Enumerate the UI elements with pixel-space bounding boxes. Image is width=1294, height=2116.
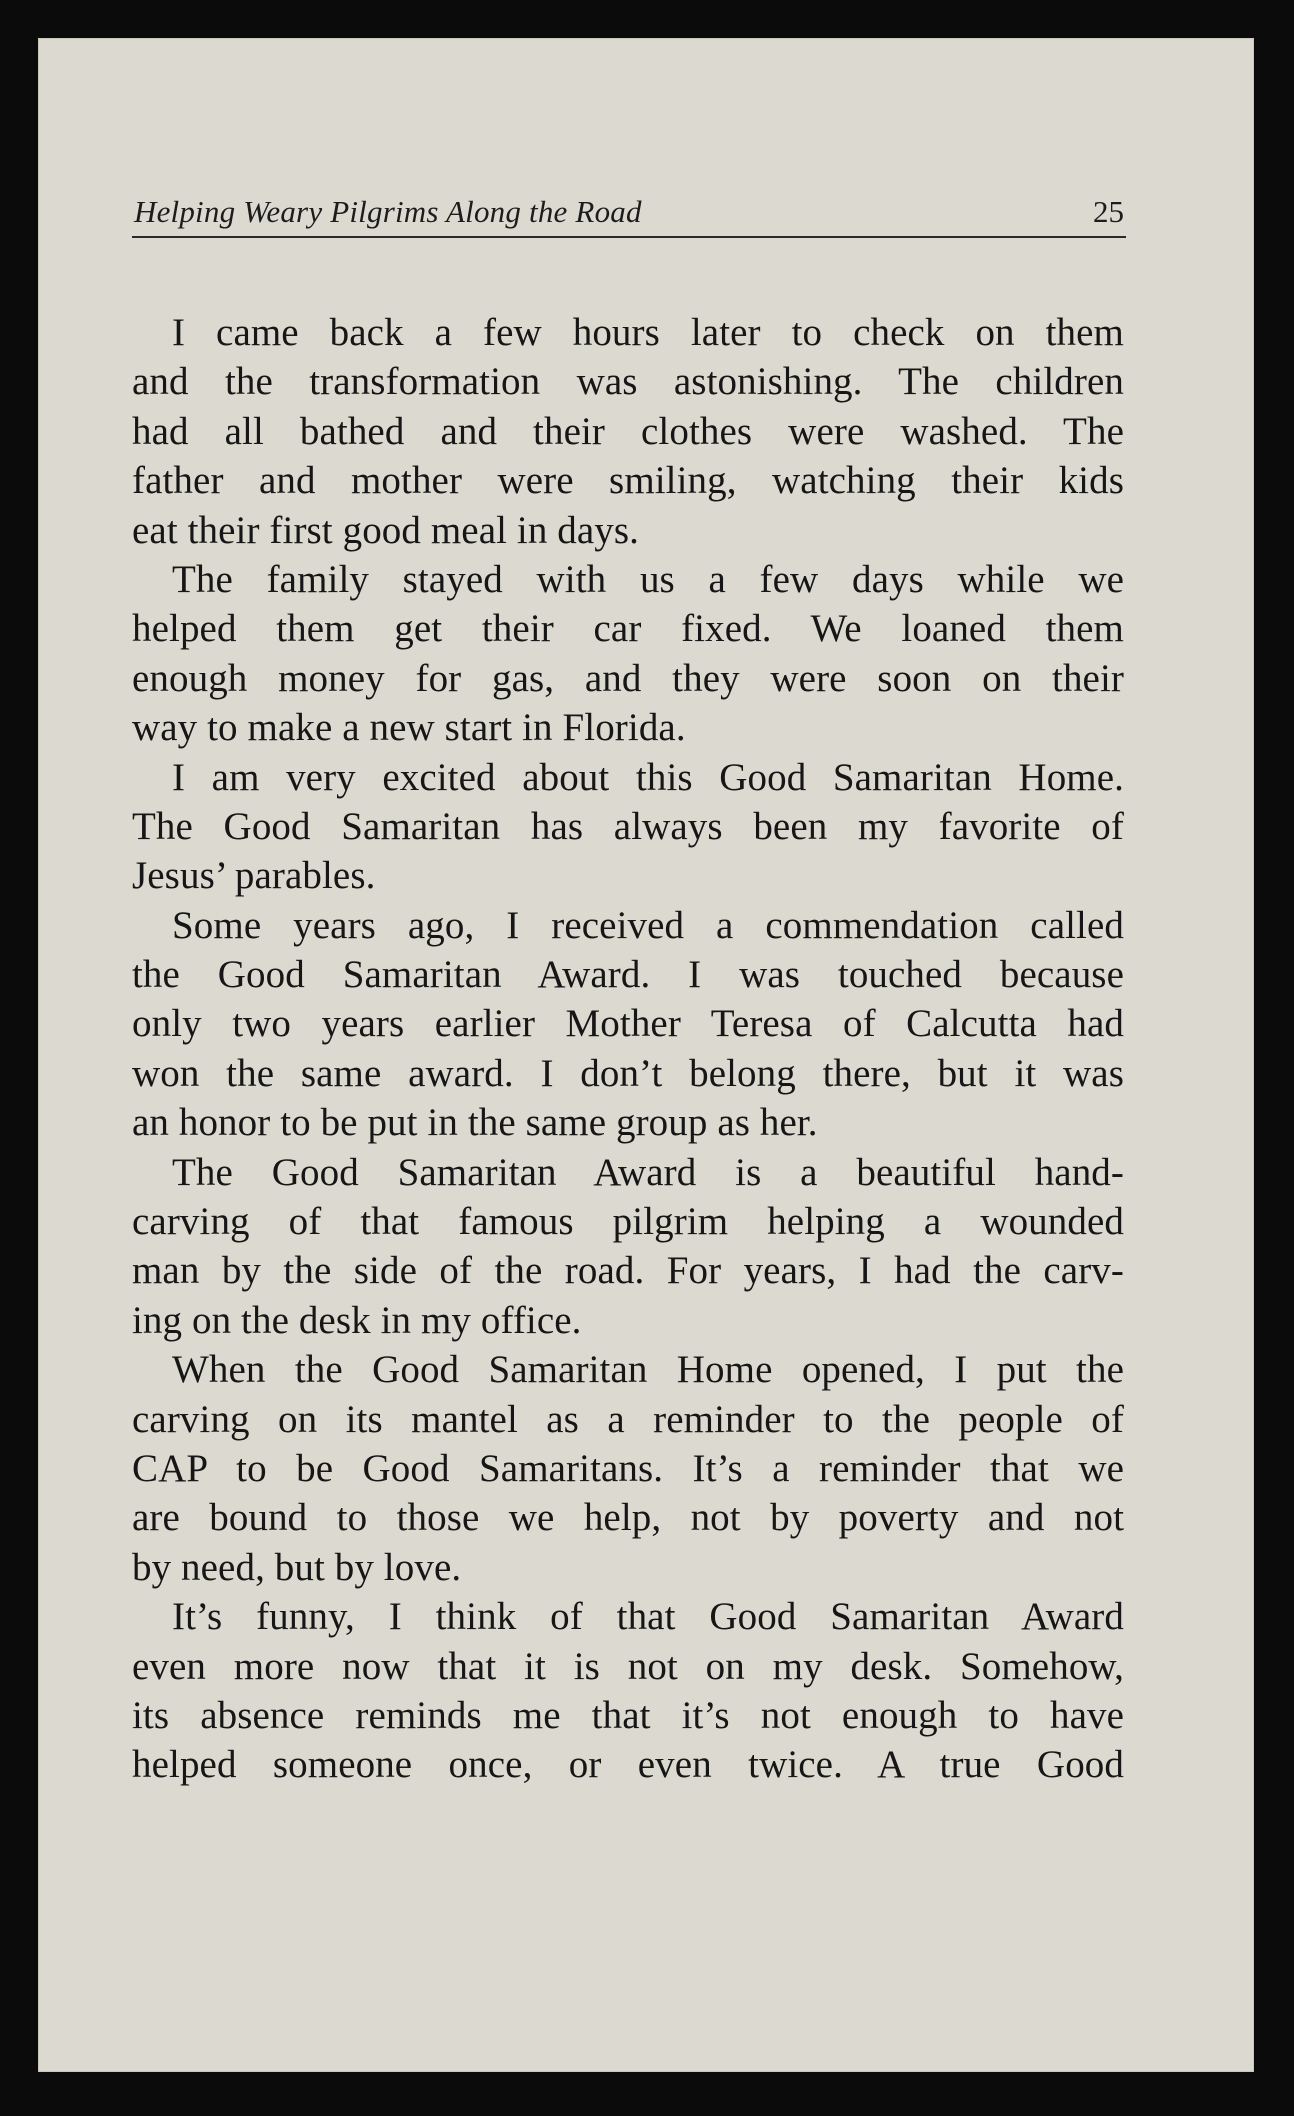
text-line: I am very excited about this Good Samaritan Home. (172, 755, 1124, 799)
text-line: won the same award. I don’t belong there, but it was (132, 1051, 1124, 1095)
text-line: its absence reminds me that it’s not enough to have (132, 1693, 1124, 1737)
text-line: had all bathed and their clothes were washed. The (132, 409, 1124, 453)
text-line: by need, but by love. (132, 1545, 462, 1589)
text-line: ing on the desk in my office. (132, 1298, 582, 1342)
text-line: When the Good Samaritan Home opened, I put the (172, 1348, 1124, 1392)
text-line: carving of that famous pilgrim helping a wounded (132, 1200, 1124, 1244)
text-line: enough money for gas, and they were soon on their (132, 656, 1124, 700)
running-header (132, 194, 1126, 238)
page-number: 25 (1093, 194, 1124, 229)
text-line: the Good Samaritan Award. I was touched because (132, 953, 1124, 997)
running-title: Helping Weary Pilgrims Along the Road (134, 194, 642, 229)
text-line: and the transformation was astonishing. The children (132, 360, 1124, 404)
text-line: are bound to those we help, not by poverty and not (132, 1496, 1124, 1540)
text-line: helped them get their car fixed. We loaned them (132, 607, 1124, 651)
text-line: an honor to be put in the same group as her. (132, 1101, 818, 1145)
text-line: The family stayed with us a few days while we (172, 557, 1124, 601)
text-line: The Good Samaritan has always been my favorite of (132, 804, 1124, 848)
text-line: man by the side of the road. For years, I had the carv- (132, 1249, 1124, 1293)
text-line: The Good Samaritan Award is a beautiful hand- (172, 1150, 1124, 1194)
text-line: CAP to be Good Samaritans. It’s a reminder that we (132, 1446, 1124, 1490)
text-line: Some years ago, I received a commendation called (172, 903, 1124, 947)
text-line: carving on its mantel as a reminder to the people of (132, 1397, 1124, 1441)
text-line: Jesus’ parables. (132, 854, 376, 898)
text-line: It’s funny, I think of that Good Samaritan Award (172, 1595, 1124, 1639)
text-line: I came back a few hours later to check on them (172, 311, 1124, 354)
text-line: only two years earlier Mother Teresa of Calcutta had (132, 1002, 1124, 1046)
text-line: even more now that it is not on my desk. Somehow, (132, 1644, 1124, 1688)
body-text (132, 308, 1124, 1790)
text-line: eat their first good meal in days. (132, 508, 640, 552)
text-line: way to make a new start in Florida. (132, 706, 686, 750)
text-line: helped someone once, or even twice. A true Good (132, 1743, 1124, 1787)
text-line: father and mother were smiling, watching their kids (132, 459, 1124, 503)
